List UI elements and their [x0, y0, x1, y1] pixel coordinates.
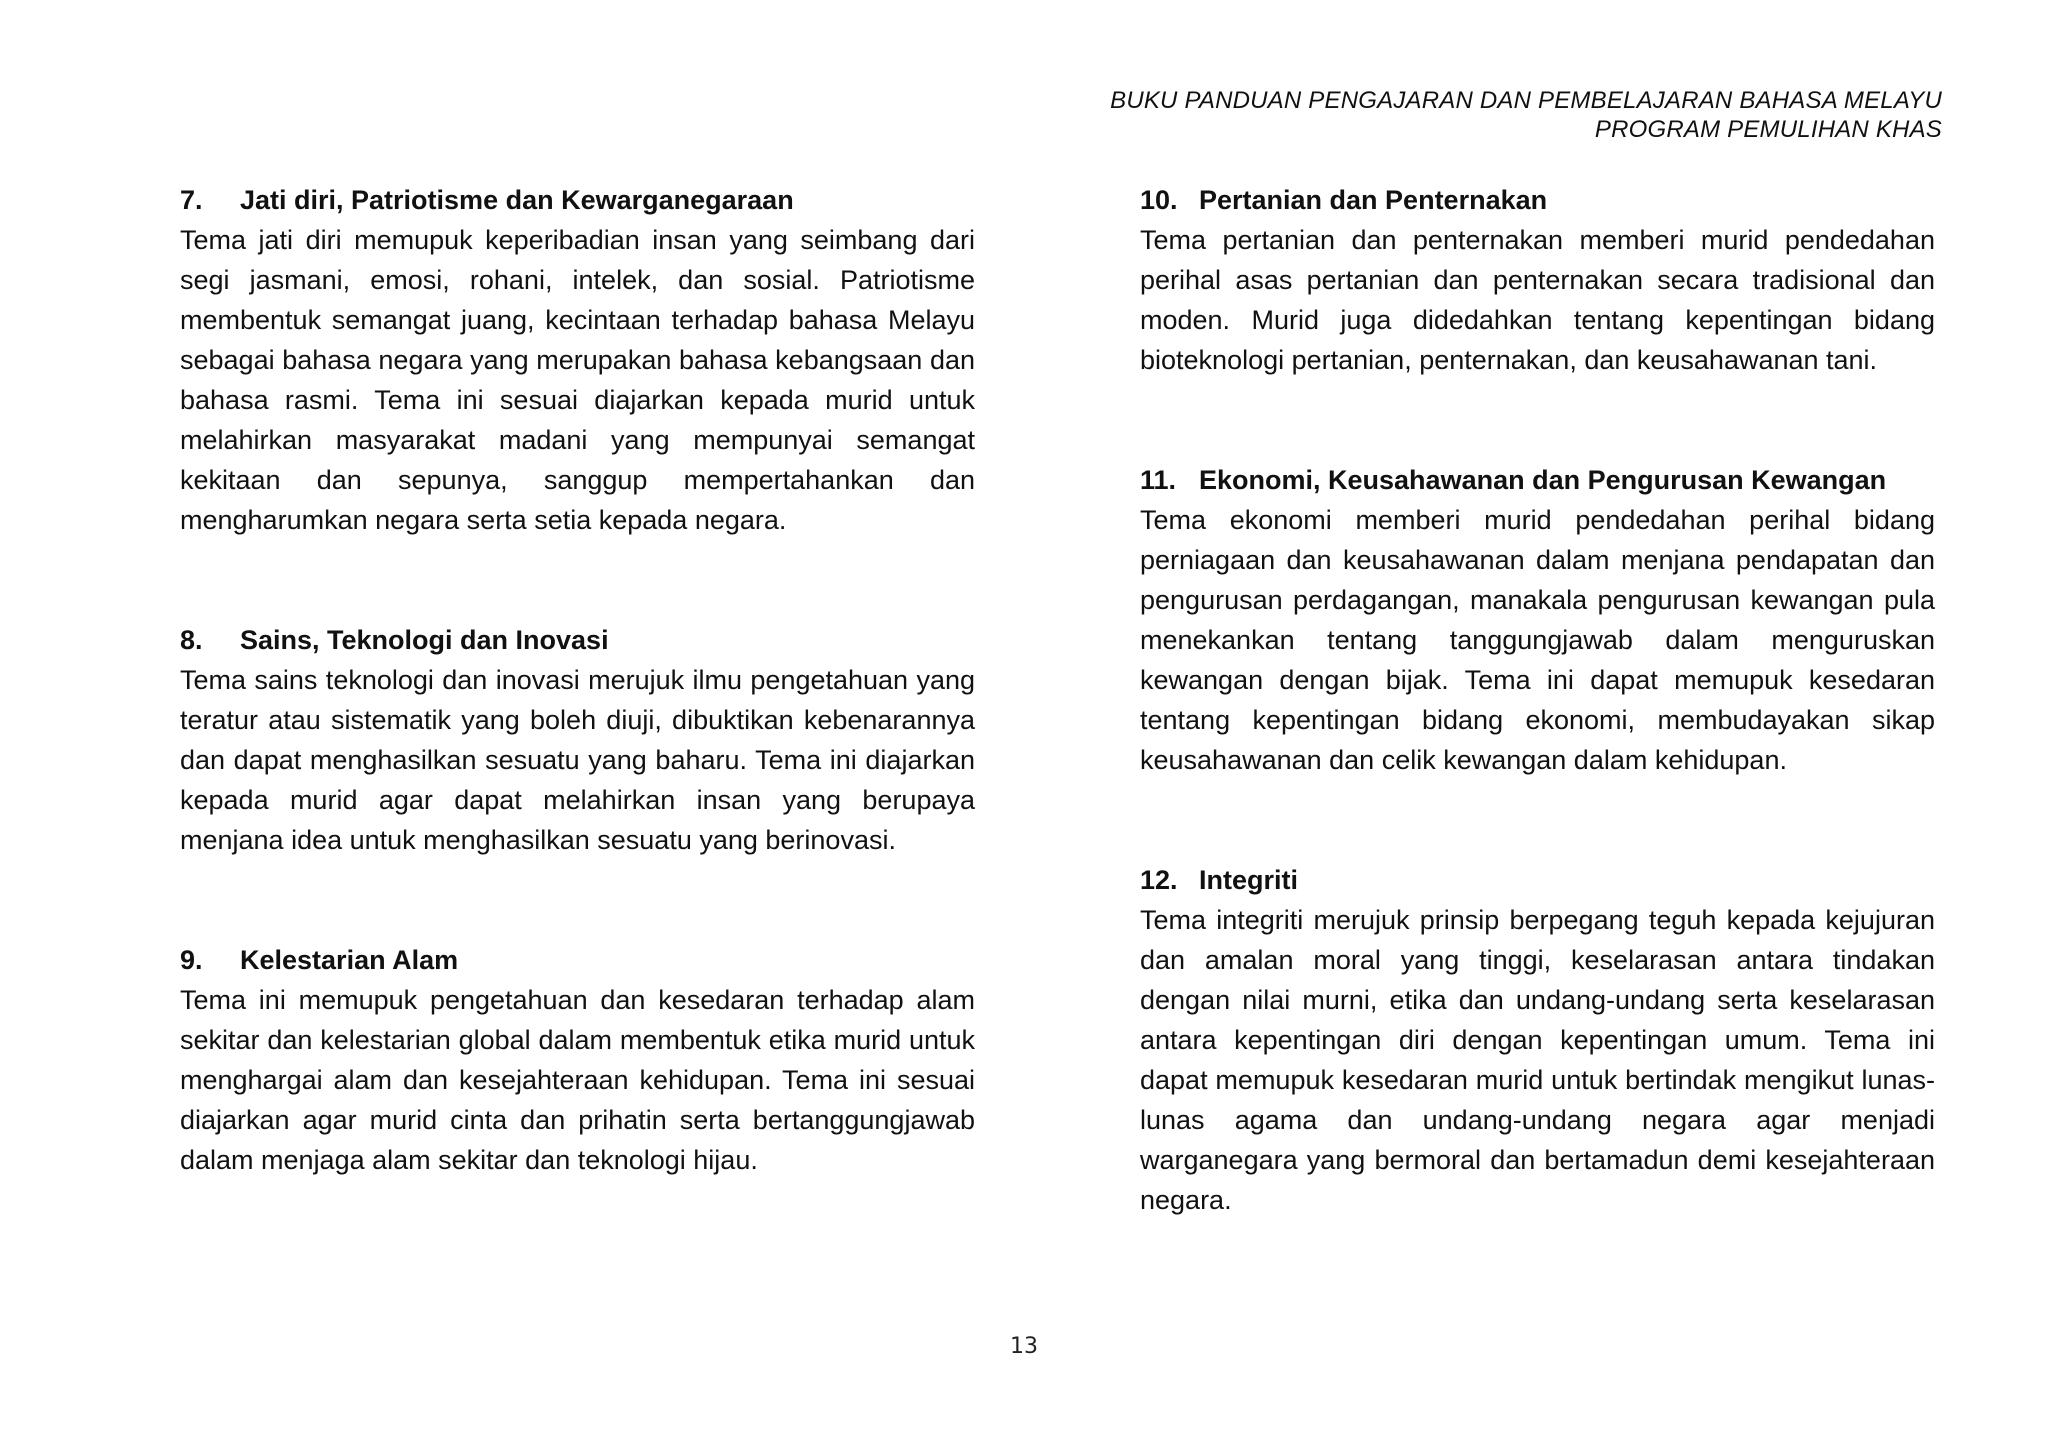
section-body: Tema ini memupuk pengetahuan dan kesedaran terhadap alam sekitar dan kelestarian global dalam membentuk etika murid untuk menghargai alam dan kesejahteraan kehidupan. Tema ini sesuai diajarkan agar murid cinta dan prihatin serta bertanggungjawab dalam menjaga alam sekitar dan teknologi hijau.	[180, 985, 975, 1175]
header-title: BUKU PANDUAN PENGAJARAN DAN PEMBELAJARAN BAHASA MELAYU	[1110, 87, 1942, 114]
section-heading	[180, 940, 975, 980]
section-heading	[1140, 180, 1935, 220]
section-title: Integriti	[1199, 865, 1298, 895]
section-heading	[1140, 860, 1935, 900]
section-8	[180, 620, 975, 860]
section-number: 7.	[180, 185, 203, 215]
section-heading	[180, 180, 975, 220]
page-number: 13	[1010, 1334, 1038, 1359]
section-title: Kelestarian Alam	[240, 945, 459, 975]
section-body: Tema jati diri memupuk keperibadian insan yang seimbang dari segi jasmani, emosi, rohani, intelek, dan sosial. Patriotisme membentuk semangat juang, kecintaan terhadap bahasa Melayu sebagai bahasa negara yang merupakan bahasa kebangsaan dan bahasa rasmi. Tema ini sesuai diajarkan kepada murid untuk melahirkan masyarakat madani yang mempunyai semangat kekitaan dan sepunya, sanggup mempertahankan dan mengharumkan negara serta setia kepada negara.	[180, 225, 975, 535]
section-heading	[180, 620, 975, 660]
section-body: Tema integriti merujuk prinsip berpegang teguh kepada kejujuran dan amalan moral yang tinggi, keselarasan antara tindakan dengan nilai murni, etika dan undang-undang serta keselarasan antara kepentingan diri dengan kepentingan umum. Tema ini dapat memupuk kesedaran murid untuk bertindak mengikut lunas-lunas agama dan undang-undang negara agar menjadi warganegara yang bermoral dan bertamadun demi kesejahteraan negara.	[1140, 905, 1935, 1215]
section-10	[1140, 180, 1935, 380]
section-12	[1140, 860, 1935, 1220]
section-heading	[1140, 460, 1935, 500]
section-title: Sains, Teknologi dan Inovasi	[240, 625, 609, 655]
section-title: Jati diri, Patriotisme dan Kewarganegaraan	[240, 185, 794, 215]
section-number: 10.	[1140, 185, 1178, 215]
running-header	[1110, 86, 1942, 144]
section-body: Tema sains teknologi dan inovasi merujuk ilmu pengetahuan yang teratur atau sistematik yang boleh diuji, dibuktikan kebenarannya dan dapat menghasilkan sesuatu yang baharu. Tema ini diajarkan kepada murid agar dapat melahirkan insan yang berupaya menjana idea untuk menghasilkan sesuatu yang berinovasi.	[180, 665, 975, 855]
section-title: Pertanian dan Penternakan	[1199, 185, 1548, 215]
header-subtitle: PROGRAM PEMULIHAN KHAS	[1594, 116, 1942, 143]
section-title: Ekonomi, Keusahawanan dan Pengurusan Kewangan	[1199, 465, 1887, 495]
section-9	[180, 940, 975, 1180]
section-number: 12.	[1140, 865, 1178, 895]
section-7	[180, 180, 975, 540]
section-11	[1140, 460, 1935, 780]
section-body: Tema ekonomi memberi murid pendedahan perihal bidang perniagaan dan keusahawanan dalam menjana pendapatan dan pengurusan perdagangan, manakala pengurusan kewangan pula menekankan tentang tanggungjawab dalam menguruskan kewangan dengan bijak. Tema ini dapat memupuk kesedaran tentang kepentingan bidang ekonomi, membudayakan sikap keusahawanan dan celik kewangan dalam kehidupan.	[1140, 505, 1935, 775]
section-number: 11.	[1140, 465, 1177, 495]
section-number: 8.	[180, 625, 203, 655]
section-body: Tema pertanian dan penternakan memberi murid pendedahan perihal asas pertanian dan penternakan secara tradisional dan moden. Murid juga didedahkan tentang kepentingan bidang bioteknologi pertanian, penternakan, dan keusahawanan tani.	[1140, 225, 1935, 375]
section-number: 9.	[180, 945, 203, 975]
